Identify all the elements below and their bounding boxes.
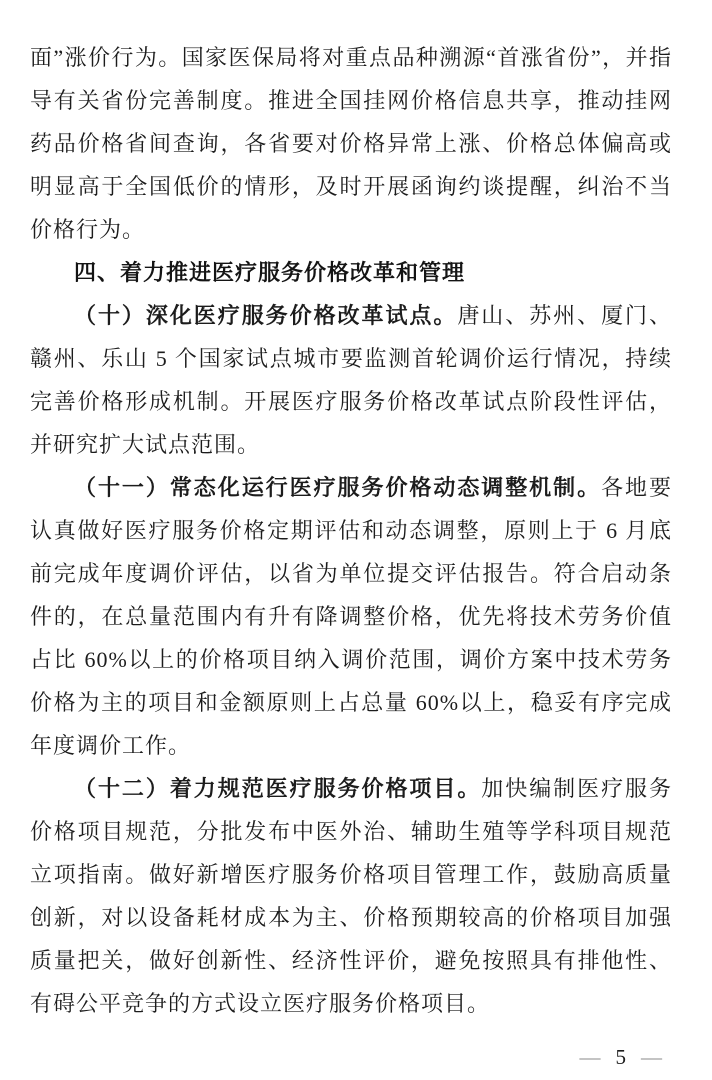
page-number-value: 5 (615, 1045, 626, 1069)
policy-item-12 (30, 767, 672, 1025)
policy-item-10 (30, 294, 672, 466)
continuation-paragraph: 面”涨价行为。国家医保局将对重点品种溯源“首涨省份”，并指导有关省份完善制度。推进全国挂网价格信息共享，推动挂网药品价格省间查询，各省要对价格异常上涨、价格总体偏高或明显高于全国低价的情形，及时开展函询约谈提醒，纠治不当价格行为。 (30, 45, 672, 242)
page-number (580, 1044, 663, 1070)
item-body: 各地要认真做好医疗服务价格定期评估和动态调整，原则上于 6 月底前完成年度调价评估，以省为单位提交评估报告。符合启动条件的，在总量范围内有升有降调整价格，优先将技术劳务价值占比 60%以上的价格项目纳入调价范围，调价方案中技术劳务价格为主的项目和金额原则上占总量 60%以上，稳妥有序完成年度调价工作。 (30, 475, 672, 758)
document-content (30, 36, 672, 1025)
item-lead: （十二）着力规范医疗服务价格项目。 (74, 776, 482, 801)
item-lead: （十）深化医疗服务价格改革试点。 (74, 303, 458, 328)
page-number-dash-left: — (579, 1045, 601, 1069)
item-lead: （十一）常态化运行医疗服务价格动态调整机制。 (74, 475, 602, 500)
item-body: 唐山、苏州、厦门、赣州、乐山 5 个国家试点城市要监测首轮调价运行情况，持续完善价格形成机制。开展医疗服务价格改革试点阶段性评估，并研究扩大试点范围。 (30, 303, 672, 457)
item-body: 加快编制医疗服务价格项目规范，分批发布中医外治、辅助生殖等学科项目规范立项指南。做好新增医疗服务价格项目管理工作，鼓励高质量创新，对以设备耗材成本为主、价格预期较高的价格项目加强质量把关，做好创新性、经济性评价，避免按照具有排他性、有碍公平竞争的方式设立医疗服务价格项目。 (30, 776, 672, 1016)
section-heading: 四、着力推进医疗服务价格改革和管理 (74, 260, 466, 285)
page-number-dash-right: — (641, 1045, 662, 1069)
policy-item-11 (30, 466, 672, 767)
